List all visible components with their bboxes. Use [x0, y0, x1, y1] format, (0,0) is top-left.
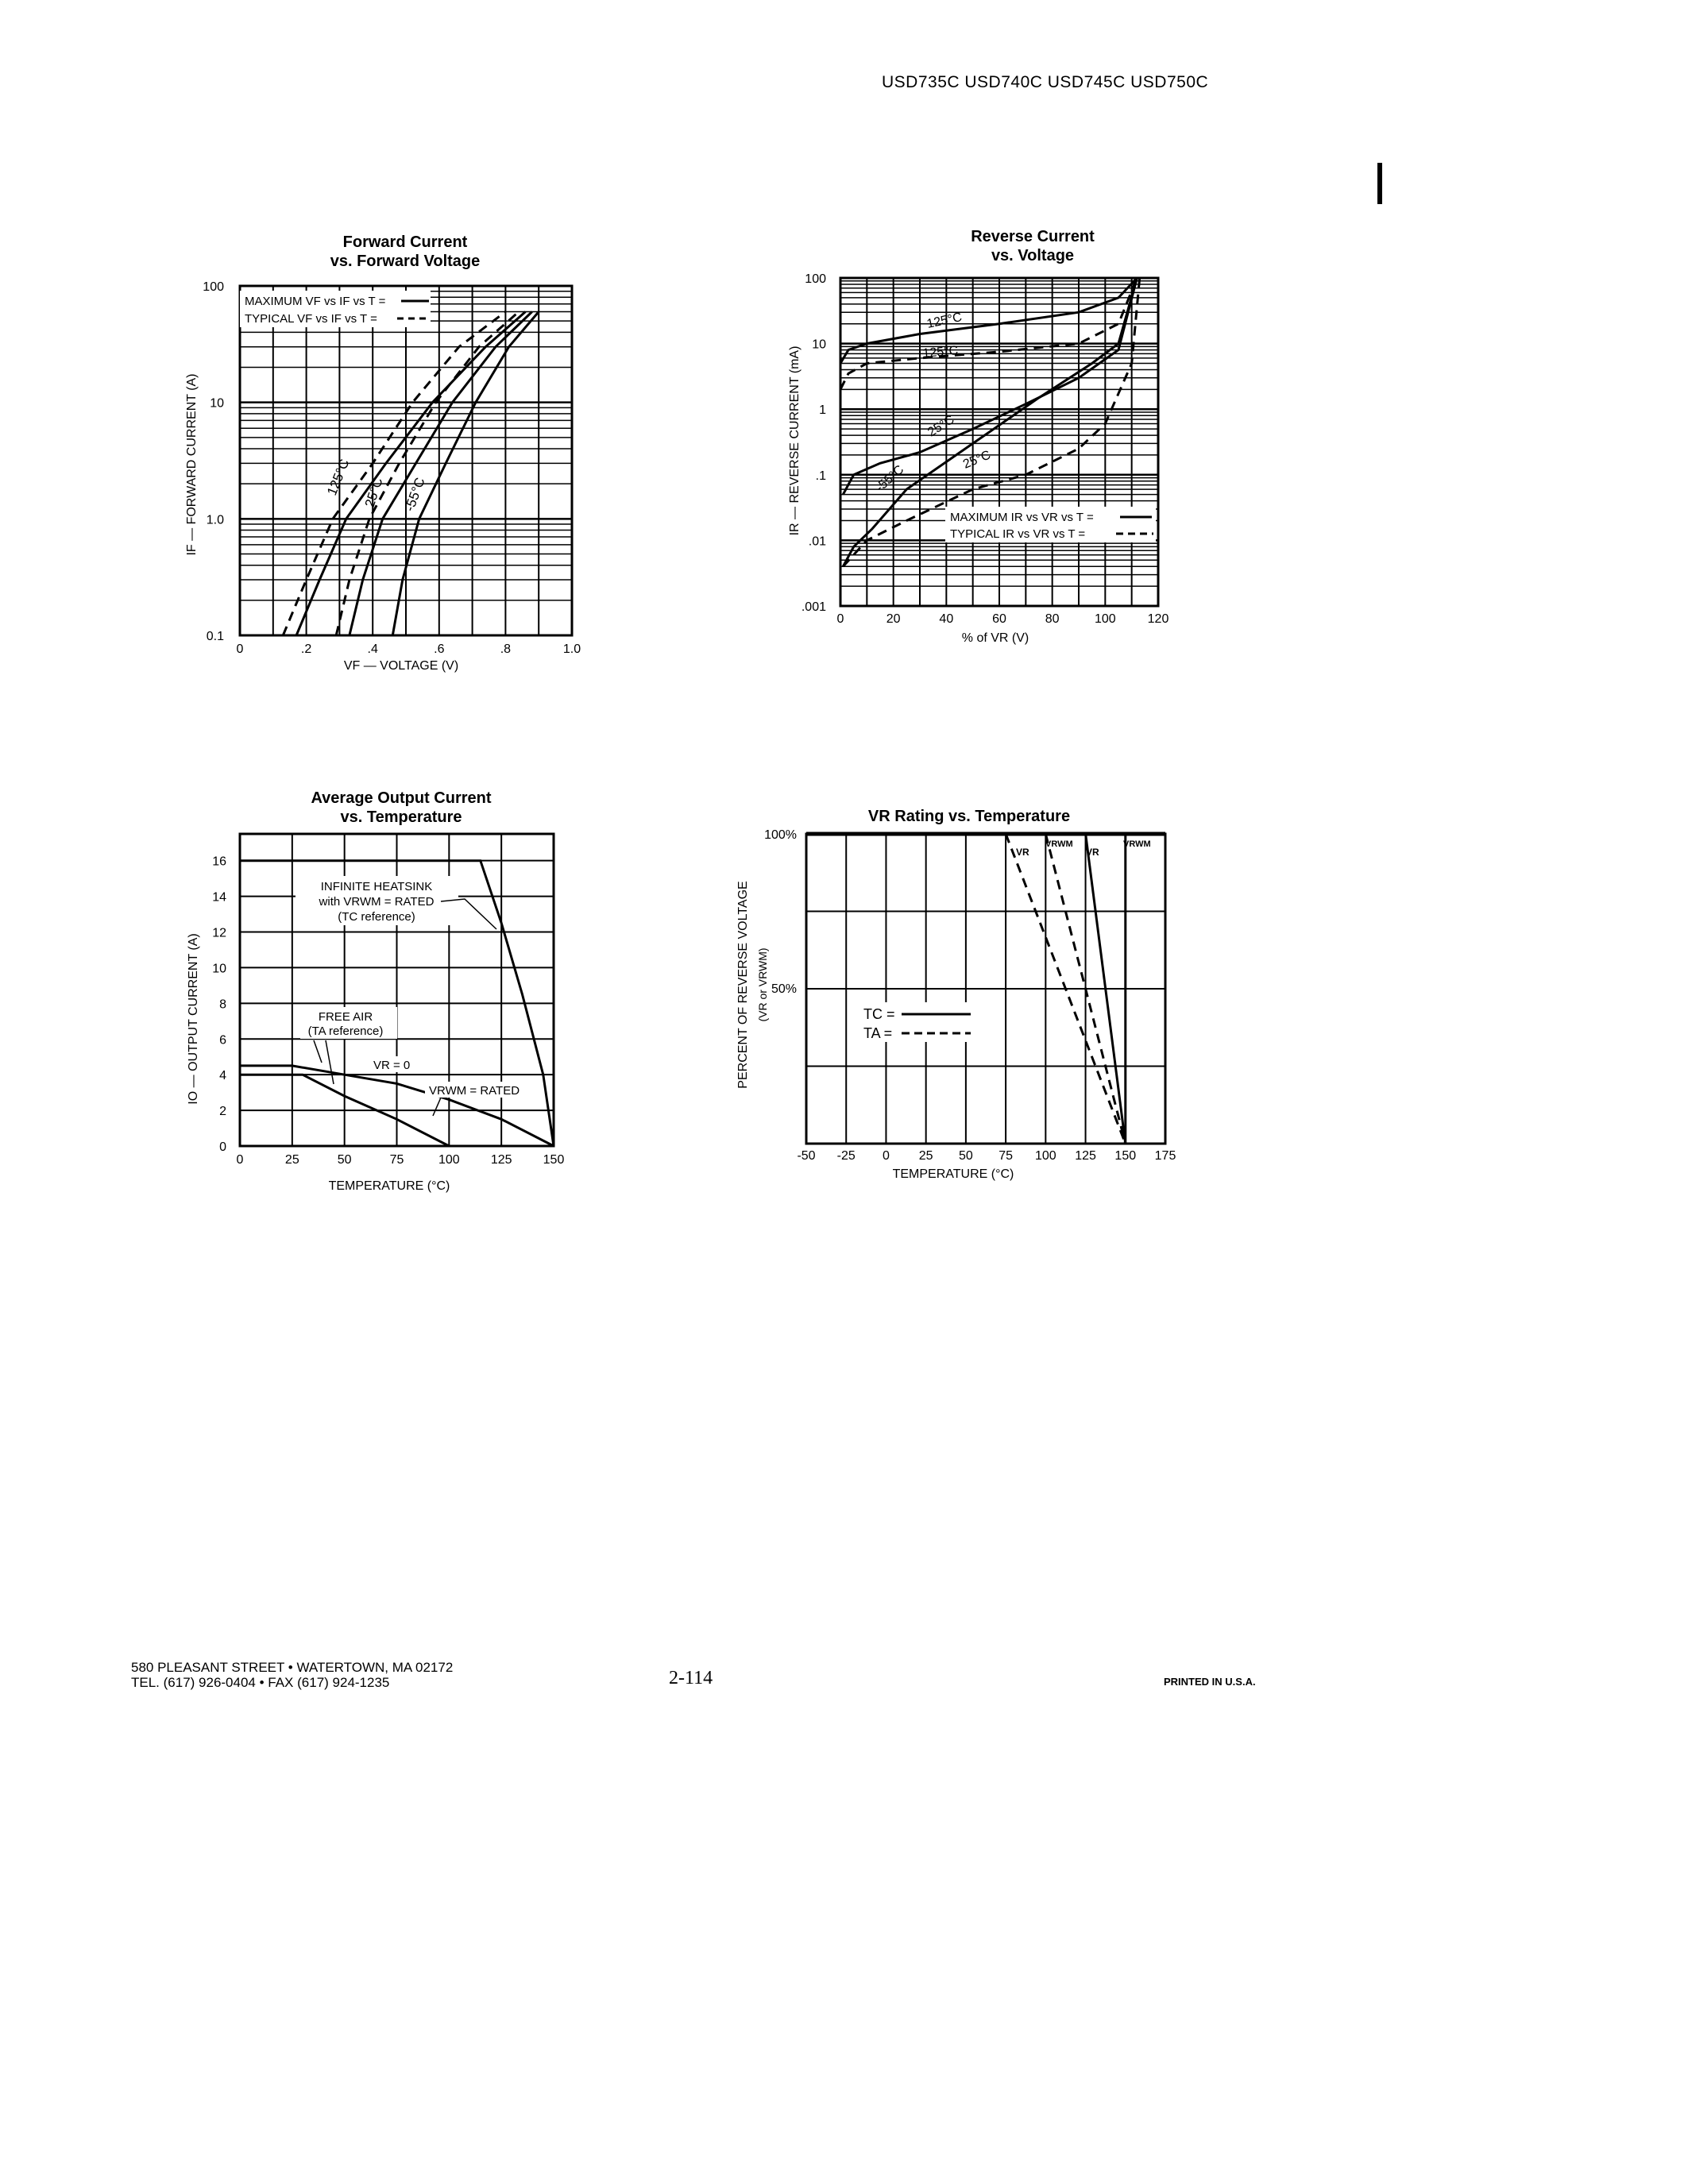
reverse-ytick: 1: [819, 403, 826, 418]
output-ytick: 12: [212, 926, 226, 940]
reverse-xtick: 100: [1094, 612, 1116, 626]
forward-xtick: .2: [300, 642, 312, 656]
reverse-title-line2: vs. Voltage: [991, 247, 1075, 264]
forward-curve-label-25: 25°C: [361, 476, 386, 510]
vrating-label-vrwm-dashed: VRWM: [1045, 839, 1073, 849]
forward-xtick: 0: [236, 642, 244, 656]
output-ytick: 14: [212, 890, 226, 905]
reverse-legend-typ: TYPICAL IR vs VR vs T =: [950, 527, 1086, 541]
vrating-title: VR Rating vs. Temperature: [867, 808, 1071, 825]
reverse-ytick: .01: [808, 534, 826, 549]
reverse-curve-label-55: -55°C: [873, 462, 907, 495]
freeair-annotation-line1: FREE AIR: [318, 1010, 373, 1024]
model-header: USD735C USD740C USD745C USD750C: [882, 73, 1209, 91]
vrating-ytick-50: 50%: [771, 982, 797, 996]
vrating-y-axis-label-2: (VR or VRWM): [756, 947, 769, 1022]
vrating-xtick: 100: [1034, 1149, 1056, 1163]
output-title-line2: vs. Temperature: [340, 808, 462, 826]
output-y-axis-label: IO — OUTPUT CURRENT (A): [187, 933, 200, 1105]
forward-legend-max: MAXIMUM VF vs IF vs T =: [245, 295, 386, 308]
printed-in-usa: PRINTED IN U.S.A.: [1164, 1676, 1256, 1688]
forward-curve-label-55: -55°C: [401, 475, 428, 514]
forward-xtick: .8: [500, 642, 512, 656]
vrating-xtick: -25: [836, 1149, 856, 1163]
reverse-xtick: 40: [939, 612, 954, 626]
forward-title-line1: Forward Current: [342, 233, 468, 251]
output-xtick: 150: [543, 1153, 565, 1167]
forward-xtick: .6: [434, 642, 445, 656]
forward-curve-label-125: 125°C: [324, 457, 353, 498]
reverse-ytick: .1: [815, 469, 826, 483]
output-ytick: 6: [219, 1033, 226, 1048]
forward-xtick: .4: [367, 642, 378, 656]
output-ytick: 8: [219, 997, 226, 1012]
page-number: 2-114: [669, 1668, 713, 1688]
vr0-annotation: VR = 0: [373, 1059, 411, 1072]
output-x-axis-label: TEMPERATURE (°C): [328, 1179, 450, 1193]
output-ytick: 16: [212, 855, 226, 869]
forward-legend-typ: TYPICAL VF vs IF vs T =: [245, 312, 377, 326]
output-xtick: 125: [490, 1153, 512, 1167]
vrwm-annotation: VRWM = RATED: [429, 1084, 520, 1098]
reverse-ytick: 10: [812, 338, 826, 352]
vrating-xtick: 0: [882, 1149, 890, 1163]
forward-y-axis-label: IF — FORWARD CURRENT (A): [185, 373, 199, 556]
output-xtick: 100: [438, 1153, 460, 1167]
reverse-legend-max: MAXIMUM IR vs VR vs T =: [950, 511, 1094, 524]
reverse-title-line1: Reverse Current: [971, 228, 1095, 245]
vrating-ytick-100: 100%: [764, 828, 797, 842]
vrating-xtick: 75: [999, 1149, 1014, 1163]
vrating-legend-ta: TA =: [863, 1025, 893, 1041]
vrating-xtick: 25: [918, 1149, 933, 1163]
freeair-annotation-line2: (TA reference): [307, 1024, 384, 1038]
reverse-xtick: 80: [1045, 612, 1060, 626]
vrating-grid: [806, 834, 1165, 1144]
vrating-x-axis-label: TEMPERATURE (°C): [892, 1167, 1014, 1181]
forward-ytick: 10: [210, 396, 224, 411]
reverse-ytick: .001: [801, 600, 826, 614]
forward-title-line2: vs. Forward Voltage: [330, 253, 481, 270]
forward-x-axis-label: VF — VOLTAGE (V): [343, 659, 459, 673]
reverse-y-axis-label: IR — REVERSE CURRENT (mA): [788, 345, 802, 536]
vrating-xtick: 125: [1075, 1149, 1096, 1163]
vrating-xtick: 150: [1114, 1149, 1137, 1163]
reverse-curve-label-125-max: 125°C: [925, 310, 964, 331]
output-xtick: 50: [337, 1153, 352, 1167]
output-ytick: 10: [212, 962, 226, 976]
vrating-label-vrwm-solid: VRWM: [1123, 839, 1151, 849]
forward-ytick: 100: [203, 280, 224, 294]
output-xtick: 25: [284, 1153, 299, 1167]
reverse-xtick: 60: [992, 612, 1006, 626]
reverse-xtick: 120: [1147, 612, 1169, 626]
reverse-xtick: 0: [836, 612, 844, 626]
vrating-xtick: 175: [1154, 1149, 1176, 1163]
output-ytick: 0: [219, 1140, 226, 1154]
output-xtick: 0: [236, 1153, 244, 1167]
vrating-label-vr-dashed: VR: [1016, 847, 1029, 858]
output-xtick: 75: [389, 1153, 404, 1167]
heatsink-annotation-line3: (TC reference): [338, 910, 415, 924]
output-title-line1: Average Output Current: [311, 789, 492, 807]
output-ytick: 4: [219, 1069, 226, 1083]
output-ytick: 2: [219, 1105, 226, 1119]
reverse-ytick: 100: [805, 272, 826, 286]
forward-ytick: 1.0: [206, 513, 224, 527]
heatsink-annotation-line2: with VRWM = RATED: [319, 895, 435, 909]
vrating-tick-labels: [797, 1149, 1176, 1163]
vrating-label-vr-solid: VR: [1086, 847, 1099, 858]
heatsink-annotation-line1: INFINITE HEATSINK: [320, 880, 433, 893]
forward-xtick: 1.0: [562, 642, 581, 656]
vrating-legend-tc: TC =: [863, 1006, 895, 1022]
reverse-xtick: 20: [886, 612, 901, 626]
address-line-2: TEL. (617) 926-0404 • FAX (617) 924-1235: [131, 1675, 390, 1690]
address-line-1: 580 PLEASANT STREET • WATERTOWN, MA 02172: [131, 1660, 454, 1675]
vrating-xtick: -50: [797, 1149, 816, 1163]
company-address: [131, 1660, 453, 1690]
forward-ytick: 0.1: [206, 630, 224, 643]
reverse-x-axis-label: % of VR (V): [961, 631, 1029, 645]
reverse-curve-label-25-max: 25°C: [925, 413, 957, 440]
vrating-y-axis-label-1: PERCENT OF REVERSE VOLTAGE: [736, 881, 750, 1089]
vrating-xtick: 50: [958, 1149, 973, 1163]
reverse-curve-label-125-typ: 125°C: [921, 344, 959, 361]
reverse-curve-label-25-typ: 25°C: [961, 448, 993, 472]
